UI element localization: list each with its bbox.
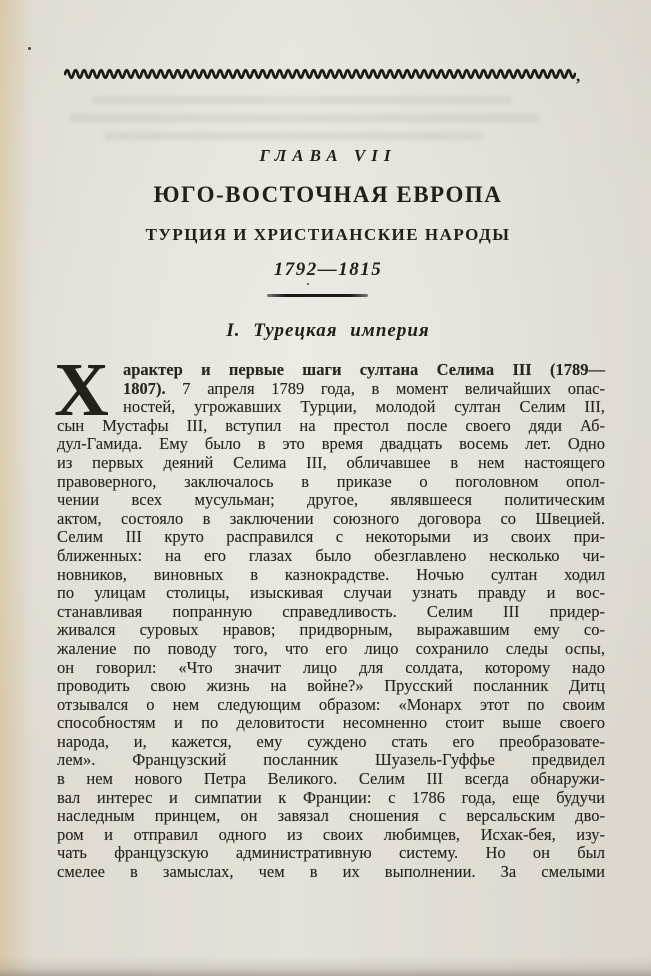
page-subtitle: ТУРЦИЯ И ХРИСТИАНСКИЕ НАРОДЫ [145, 225, 511, 244]
body-text-line: вал интерес и симпатии к Франции: с 1786 года, еще будучи [57, 787, 605, 807]
body-text-line: ностей, угрожавших Турции, молодой султан Селим III, [123, 397, 605, 417]
body-text-line: из первых деяний Селима III, обличавшее в нем настоящего [57, 452, 605, 472]
body-text-line: ром и отправил одного из своих любимцев, Исхак-бея, изу- [57, 824, 605, 844]
section-heading: I. Турецкая империя [226, 320, 430, 341]
body-text-line: способностям и по деловитости несомненно стоит выше своего [57, 713, 605, 733]
body-text-line: наследным принцем, он завязал сношения с версальским дво- [57, 806, 605, 826]
paper-speck [307, 283, 309, 285]
divider-rule [267, 294, 368, 297]
body-text-line: ближенных: на его глазах было обезглавлено несколько чи- [57, 545, 605, 565]
body-text-line: новников, виновных в казнокрадстве. Ночью султан ходил [57, 564, 605, 584]
body-text-line: народа, и, кажется, ему суждено стать его преобразовате- [57, 731, 605, 751]
body-text-line: чать французскую административную систему. Но он был [57, 843, 605, 863]
body-text-line: жаление по поводу того, что его лицо сохранило следы оспы, [57, 638, 605, 658]
body-text-line: правоверного, заключалось в приказе о поголовном опол- [57, 471, 605, 491]
body-text-line: живался суровых нравов; придворным, выражавшим ему со- [57, 620, 605, 640]
body-text-line: в нем нового Петра Великого. Селим III всегда обнаружи- [57, 769, 605, 789]
ornament-comma: , [576, 66, 581, 85]
body-text-line: Селим III круто расправился с некоторыми из своих при- [57, 527, 605, 547]
date-range: 1792—1815 [273, 259, 383, 280]
body-text-line: дул-Гамида. Ему было в это время двадцать восемь лет. Одно [57, 434, 605, 454]
showthrough-line [104, 132, 484, 140]
body-text-line: отзывался о нем следующим образом: «Монарх этот по своим [57, 694, 605, 714]
body-text-line: проводить свою жизнь на войне?» Прусский посланник Дитц [57, 676, 605, 696]
body-text-line: чении всех мусульман; другое, являвшееся политическим [57, 490, 605, 510]
chapter-label: ГЛАВА VII [259, 146, 397, 165]
body-text-line: смелее в замыслах, чем в их выполнении. За смелыми [57, 862, 605, 882]
page-title: ЮГО-ВОСТОЧНАЯ ЕВРОПА [153, 182, 503, 207]
showthrough-line [92, 96, 512, 104]
body-text-line: 1807). 7 апреля 1789 года, в момент величайших опас- [123, 378, 605, 398]
body-text-line: арактер и первые шаги султана Селима III (1789— [123, 360, 605, 379]
body-text-line: он говорил: «Что значит лицо для солдата, которому надо [57, 657, 605, 677]
body-text [57, 361, 605, 882]
paper-speck [28, 47, 31, 50]
drop-cap: Х [54, 348, 109, 432]
body-text-line: по улицам столицы, изыскивая случаи узнать правду и вос- [57, 583, 605, 603]
wavy-rule-ornament [64, 66, 576, 82]
body-text-line: сын Мустафы III, вступил на престол после своего дяди Аб- [57, 415, 605, 435]
body-text-line: актом, состояло в заключении союзного договора со Швецией. [57, 508, 605, 528]
showthrough-line [70, 114, 540, 122]
body-text-line: станавливая попранную справедливость. Селим III придер- [57, 601, 605, 621]
body-text-line: лем». Французский посланник Шуазель-Гуффье предвидел [57, 750, 605, 770]
